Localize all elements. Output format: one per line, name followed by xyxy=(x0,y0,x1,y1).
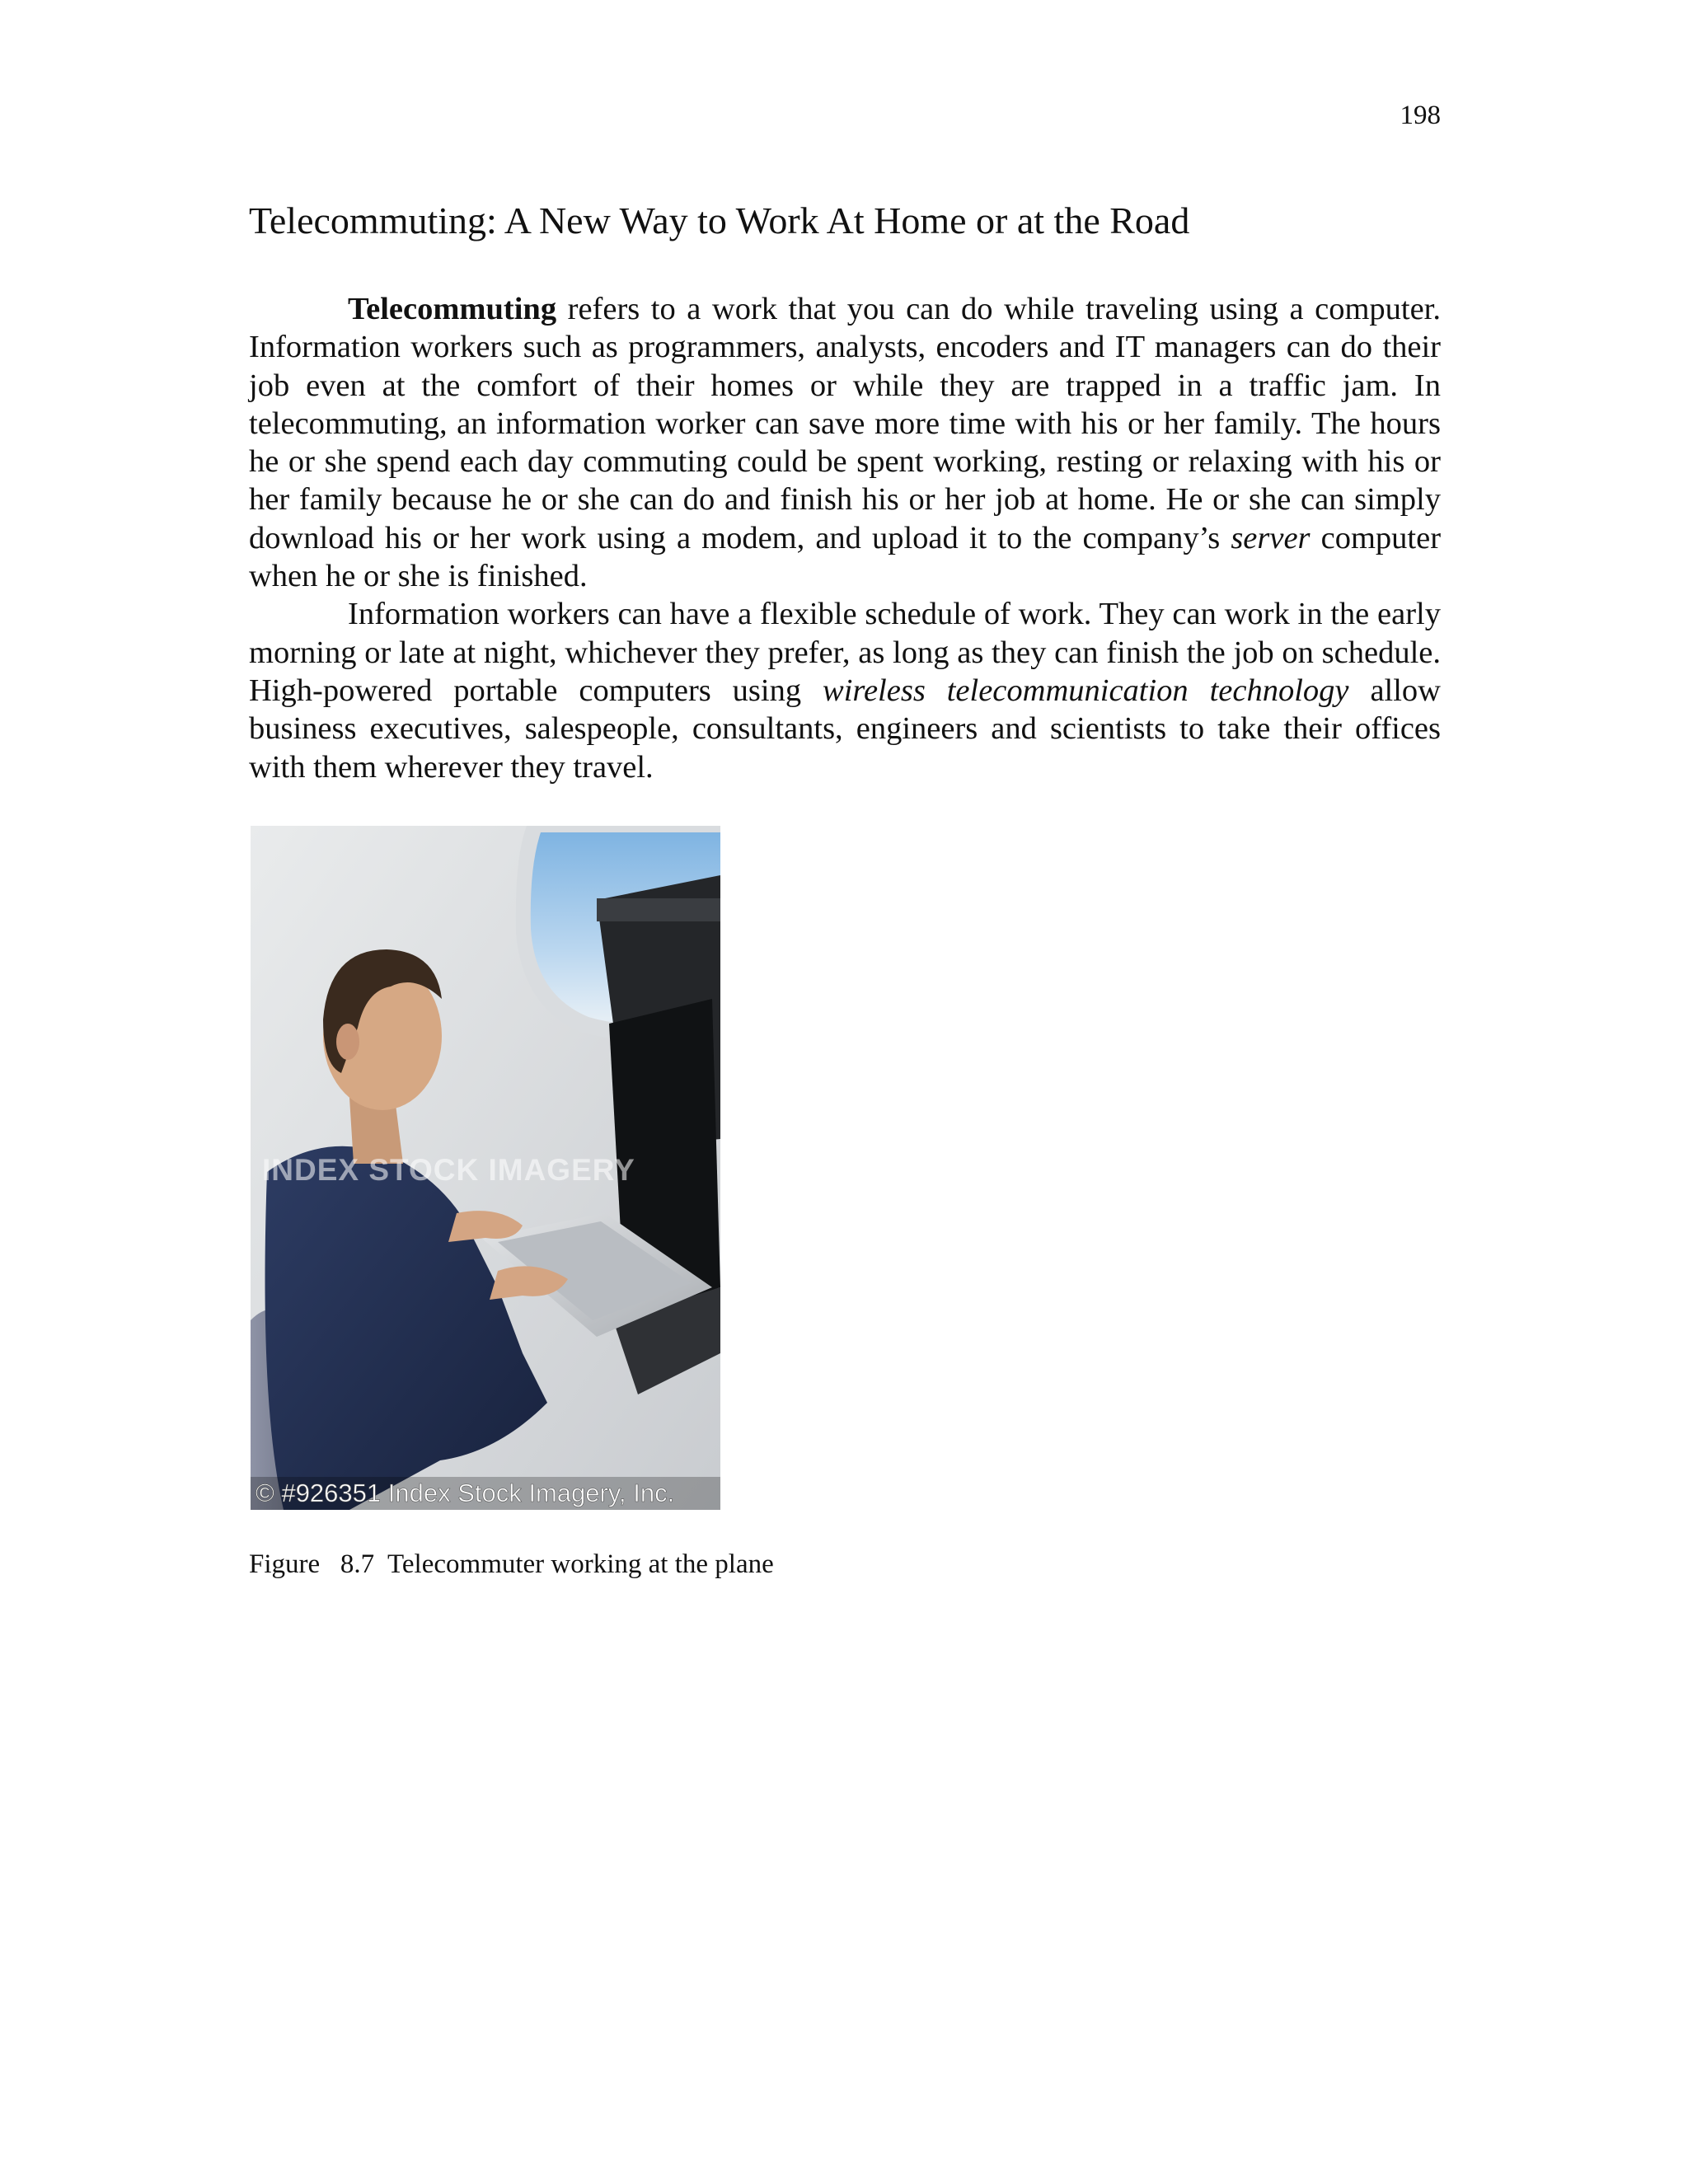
body-text xyxy=(249,290,1441,786)
paragraph-1 xyxy=(249,290,1441,595)
ear xyxy=(336,1024,359,1060)
paragraph-1-text-b: computer when he or she is finished. xyxy=(249,520,1442,594)
page-number: 198 xyxy=(1400,101,1441,130)
section-heading: Telecommuting: A New Way to Work At Home or at the Road xyxy=(249,199,1190,241)
figure-photo xyxy=(251,826,720,1510)
photo-watermark: INDEX STOCK IMAGERY xyxy=(262,1153,635,1187)
paragraph-2 xyxy=(249,595,1441,785)
paragraph-1-text-a: refers to a work that you can do while traveling using a computer. Information workers such as programmers, analysts, encoders and IT managers can do their job even at the comfort of their homes or while they are trapped in a traffic jam. In telecommuting, an information worker can save more time with his or her family. The hours he or she spend each day commuting could be spent working, resting or relaxing with his or her family because he or she can do and finish his or her job at home. He or she can simply download his or her work using a modem, and upload it to the company’s xyxy=(249,292,1441,555)
term-wireless-technology: wireless telecommunication technology xyxy=(823,673,1349,708)
paragraph-2-text-a: Information workers can have a flexible schedule of work. They can work in the early morning or late at night, whichever they prefer, as long as they can finish the job on schedule. High-powered portable computers using xyxy=(249,597,1441,708)
figure-caption: Figure 8.7 Telecommuter working at the plane xyxy=(249,1549,774,1579)
photo-credit: © #926351 Index Stock Imagery, Inc. xyxy=(256,1479,675,1507)
paragraph-2-text-b: allow business executives, salespeople, consultants, engineers and scientists to take their offices with them wherever they travel. xyxy=(249,673,1441,785)
telecommuter-photo xyxy=(251,826,720,1510)
seat-back-edge xyxy=(597,898,720,921)
term-telecommuting: Telecommuting xyxy=(348,292,557,326)
term-server: server xyxy=(1231,520,1311,555)
